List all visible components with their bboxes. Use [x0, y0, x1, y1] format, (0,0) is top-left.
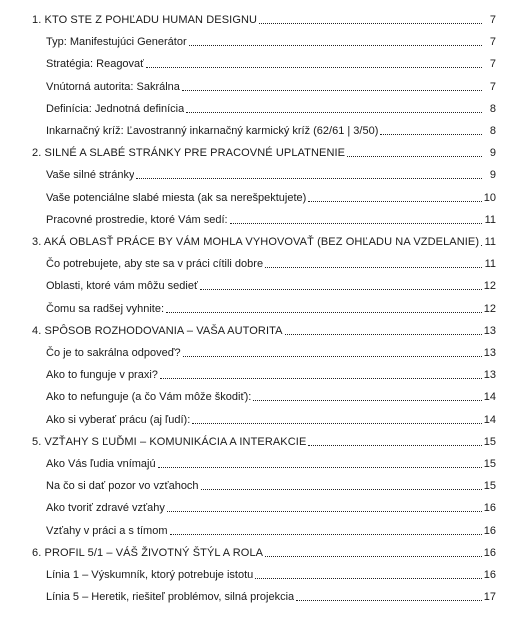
toc-subsection-entry[interactable]	[46, 124, 496, 138]
dot-leader	[481, 245, 482, 246]
toc-section-entry[interactable]	[32, 324, 496, 338]
toc-entry-title: Ako si vyberať prácu (aj ľudí):	[46, 413, 191, 426]
toc-subsection-entry[interactable]	[46, 57, 496, 71]
dot-leader	[167, 511, 482, 512]
toc-entry-title: Ako to nefunguje (a čo Vám môže škodiť):	[46, 391, 252, 404]
toc-page-number: 11	[484, 213, 496, 226]
dot-leader	[380, 134, 482, 135]
toc-entry-title: 3. AKÁ OBLASŤ PRÁCE BY VÁM MOHLA VYHOVOVAŤ (BEZ OHĽADU NA VZDELANIE)	[32, 236, 480, 248]
toc-entry-title: Čo je to sakrálna odpoveď?	[46, 347, 181, 359]
toc-entry-title: Ako Vás ľudia vnímajú	[46, 458, 156, 470]
dot-leader	[189, 45, 482, 46]
dot-leader	[146, 67, 482, 68]
toc-subsection-entry[interactable]	[46, 524, 496, 538]
dot-leader	[182, 90, 482, 91]
toc-page-number: 12	[483, 280, 496, 293]
toc-entry-title: Vaše silné stránky	[46, 169, 135, 182]
dot-leader	[166, 312, 482, 313]
toc-page-number: 11	[484, 236, 496, 248]
toc-page-number: 17	[483, 591, 496, 604]
toc-subsection-entry[interactable]	[46, 501, 496, 515]
toc-section-entry[interactable]	[32, 235, 496, 249]
toc-entry-title: Čomu sa radšej vyhnite:	[46, 302, 164, 315]
toc-entry-title: Stratégia: Reagovať	[46, 58, 145, 71]
toc-subsection-entry[interactable]	[46, 568, 496, 582]
toc-entry-title: Oblasti, ktoré vám môžu sedieť	[46, 280, 199, 293]
dot-leader	[285, 334, 482, 335]
dot-leader	[183, 356, 482, 357]
toc-page-number: 15	[483, 458, 496, 470]
toc-section-entry[interactable]	[32, 546, 496, 560]
toc-entry-title: Línia 1 – Výskumník, ktorý potrebuje istotu	[46, 569, 254, 581]
toc-entry-title: 1. KTO STE Z POHĽADU HUMAN DESIGNU	[32, 14, 258, 26]
dot-leader	[200, 289, 482, 290]
toc-entry-title: 4. SPÔSOB ROZHODOVANIA – VAŠA AUTORITA	[32, 324, 283, 337]
toc-entry-title: Ako tvoriť zdravé vzťahy	[46, 502, 165, 515]
toc-page-number: 8	[489, 102, 496, 115]
toc-page-number: 13	[483, 369, 496, 382]
toc-page-number: 12	[483, 302, 496, 315]
toc-entry-title: Na čo si dať pozor vo vzťahoch	[46, 480, 199, 493]
toc-subsection-entry[interactable]	[46, 102, 496, 116]
toc-subsection-entry[interactable]	[46, 457, 496, 471]
toc-entry-title: Typ: Manifestujúci Generátor	[46, 36, 187, 49]
toc-page-number: 7	[489, 80, 496, 93]
toc-subsection-entry[interactable]	[46, 191, 496, 205]
toc-page-number: 15	[483, 435, 496, 448]
dot-leader	[255, 578, 481, 579]
toc-section-entry[interactable]	[32, 13, 496, 27]
dot-leader	[265, 267, 482, 268]
dot-leader	[253, 400, 481, 401]
toc-subsection-entry[interactable]	[46, 479, 496, 493]
toc-page-number: 9	[489, 147, 496, 160]
dot-leader	[158, 467, 482, 468]
toc-page-number: 14	[483, 413, 496, 426]
toc-subsection-entry[interactable]	[46, 390, 496, 404]
toc-subsection-entry[interactable]	[46, 302, 496, 316]
toc-section-entry[interactable]	[32, 146, 496, 160]
toc-subsection-entry[interactable]	[46, 413, 496, 427]
toc-page-number: 10	[483, 191, 496, 204]
toc-page-number: 16	[483, 569, 496, 581]
toc-subsection-entry[interactable]	[46, 213, 496, 227]
toc-page-number: 8	[489, 125, 496, 137]
toc-entry-title: 5. VZŤAHY S ĽUĎMI – KOMUNIKÁCIA A INTERAKCIE	[32, 435, 307, 448]
toc-entry-title: Vaše potenciálne slabé miesta (ak sa nerešpektujete)	[46, 191, 307, 204]
toc-page-number: 13	[483, 324, 496, 337]
toc-page-number: 7	[489, 14, 496, 26]
toc-entry-title: Čo potrebujete, aby ste sa v práci cítili dobre	[46, 258, 264, 271]
toc-page-number: 14	[483, 391, 496, 404]
toc-entry-title: Línia 5 – Heretik, riešiteľ problémov, silná projekcia	[46, 591, 295, 604]
toc-entry-title: Vnútorná autorita: Sakrálna	[46, 80, 180, 93]
toc-entry-title: 6. PROFIL 5/1 – VÁŠ ŽIVOTNÝ ŠTÝL A ROLA	[32, 546, 264, 559]
dot-leader	[259, 23, 482, 24]
toc-subsection-entry[interactable]	[46, 35, 496, 49]
toc-subsection-entry[interactable]	[46, 80, 496, 94]
toc-entry-title: Vzťahy v práci a s tímom	[46, 524, 168, 537]
toc-entry-title: Pracovné prostredie, ktoré Vám sedí:	[46, 213, 228, 226]
dot-leader	[186, 112, 482, 113]
toc-entry-title: Definícia: Jednotná definícia	[46, 102, 185, 115]
toc-entry-title: Ako to funguje v praxi?	[46, 369, 158, 382]
toc-page-number: 15	[483, 480, 496, 493]
dot-leader	[308, 201, 481, 202]
dot-leader	[136, 178, 482, 179]
dot-leader	[230, 223, 482, 224]
toc-page-number: 13	[483, 347, 496, 359]
dot-leader	[265, 556, 482, 557]
toc-page-number: 16	[483, 546, 496, 559]
toc-page-number: 11	[484, 258, 496, 271]
dot-leader	[296, 600, 482, 601]
dot-leader	[308, 445, 481, 446]
toc-subsection-entry[interactable]	[46, 279, 496, 293]
dot-leader	[347, 156, 482, 157]
dot-leader	[201, 489, 482, 490]
toc-subsection-entry[interactable]	[46, 257, 496, 271]
dot-leader	[192, 423, 481, 424]
dot-leader	[170, 534, 482, 535]
toc-subsection-entry[interactable]	[46, 346, 496, 360]
dot-leader	[160, 378, 482, 379]
toc-page-number: 9	[489, 169, 496, 182]
toc-page-number: 7	[489, 36, 496, 49]
toc-subsection-entry[interactable]	[46, 590, 496, 604]
toc-page-number: 16	[483, 524, 496, 537]
toc-entry-title: Inkarnačný kríž: Ľavostranný inkarnačný karmický kríž (62/61 | 3/50)	[46, 125, 379, 137]
toc-page-number: 7	[489, 58, 496, 71]
toc-page-number: 16	[483, 502, 496, 515]
toc-section-entry[interactable]	[32, 435, 496, 449]
toc-subsection-entry[interactable]	[46, 168, 496, 182]
toc-subsection-entry[interactable]	[46, 368, 496, 382]
toc-entry-title: 2. SILNÉ A SLABÉ STRÁNKY PRE PRACOVNÉ UPLATNENIE	[32, 147, 346, 160]
